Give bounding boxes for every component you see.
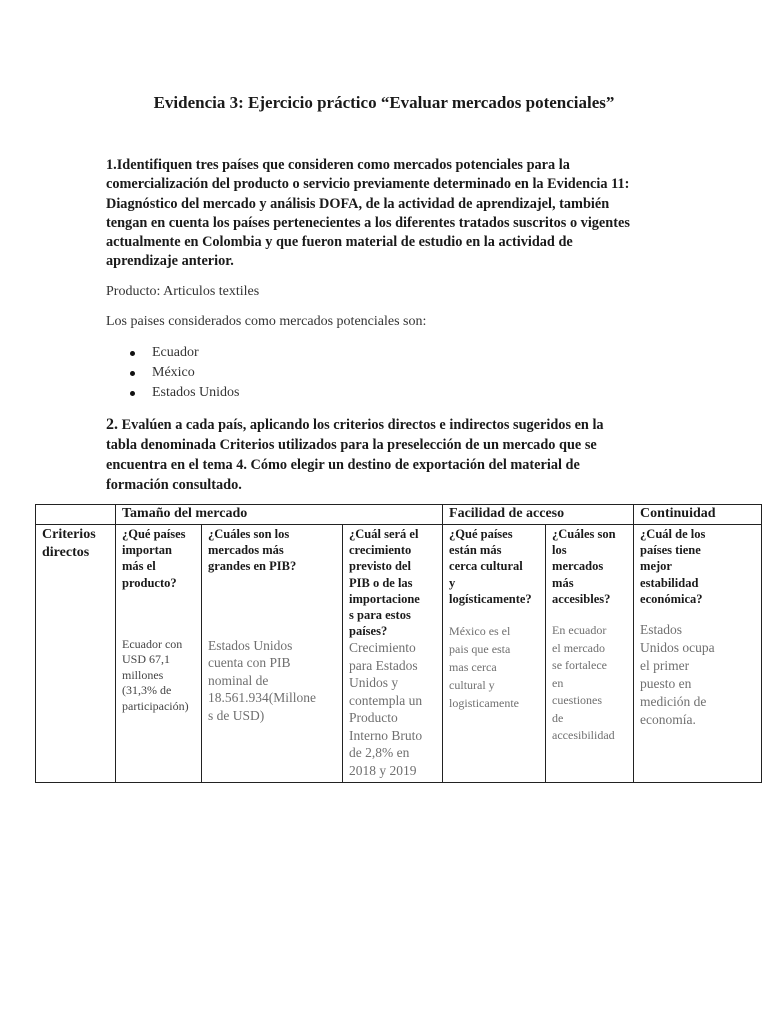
header-market-size: Tamaño del mercado bbox=[116, 505, 443, 525]
cell-question bbox=[552, 526, 628, 607]
empty-header-cell bbox=[36, 505, 116, 525]
criteria-table bbox=[35, 504, 762, 783]
country-item: Ecuador bbox=[126, 343, 240, 363]
question-line: ¿Cuál de los bbox=[640, 527, 706, 541]
question-1-line: aprendizaje anterior. bbox=[106, 253, 234, 270]
question-2-text: Evalúen a cada país, aplicando los criterios directos e indirectos sugeridos en la bbox=[118, 417, 604, 433]
row-label-cell bbox=[36, 525, 116, 783]
cell-answer bbox=[208, 637, 337, 725]
cell-question bbox=[449, 526, 540, 607]
question-line: s para estos bbox=[349, 608, 411, 623]
question-line: mercados más bbox=[208, 543, 284, 558]
question-line: estabilidad bbox=[640, 575, 699, 590]
answer-line: pais que esta bbox=[449, 642, 511, 657]
cell-growth bbox=[343, 525, 443, 783]
question-line: accesibles? bbox=[552, 591, 611, 606]
cell-answer bbox=[449, 622, 540, 712]
countries-list bbox=[126, 343, 240, 403]
question-line: importan bbox=[122, 543, 172, 558]
cell-stability bbox=[634, 525, 762, 783]
question-1-line: Diagnóstico del mercado y análisis DOFA, de la actividad de aprendizajel, también bbox=[106, 195, 610, 212]
answer-line: Unidos y bbox=[349, 675, 399, 691]
question-line: ¿Qué países bbox=[449, 527, 513, 541]
answer-line: Crecimiento bbox=[349, 640, 416, 656]
question-1-line: actualmente en Colombia y que fueron material de estudio en la actividad de bbox=[106, 234, 573, 251]
answer-line: México es el bbox=[449, 624, 511, 639]
header-continuity: Continuidad bbox=[634, 505, 762, 525]
question-line: ¿Qué países bbox=[122, 527, 186, 541]
answer-line: para Estados bbox=[349, 657, 418, 673]
answer-line: accesibilidad bbox=[552, 728, 615, 743]
answer-line: mas cerca bbox=[449, 660, 497, 675]
question-line: económica? bbox=[640, 591, 703, 606]
answer-line: en bbox=[552, 675, 564, 690]
answer-line: En ecuador bbox=[552, 623, 607, 638]
answer-line: 2018 y 2019 bbox=[349, 762, 417, 778]
question-line: cerca cultural bbox=[449, 559, 523, 574]
question-2-line: encuentra en el tema 4. Cómo elegir un destino de exportación del material de bbox=[106, 457, 580, 473]
answer-line: s de USD) bbox=[208, 707, 265, 723]
cell-question bbox=[122, 526, 196, 591]
cell-question bbox=[640, 526, 756, 607]
question-line: previsto del bbox=[349, 559, 411, 574]
row-label-line: Criterios bbox=[42, 527, 96, 542]
answer-line: USD 67,1 bbox=[122, 652, 171, 667]
document-title: Evidencia 3: Ejercicio práctico “Evaluar mercados potenciales” bbox=[153, 93, 615, 112]
cell-imports bbox=[116, 525, 202, 783]
question-line: mercados bbox=[552, 559, 604, 574]
question-2 bbox=[106, 415, 646, 495]
answer-line: participación) bbox=[122, 698, 189, 713]
question-line: ¿Cuáles son bbox=[552, 527, 616, 541]
question-2-line: formación consultado. bbox=[106, 477, 242, 493]
question-line: países tiene bbox=[640, 543, 701, 558]
question-line: logísticamente? bbox=[449, 591, 532, 606]
question-line: países? bbox=[349, 624, 388, 639]
cell-answer bbox=[122, 637, 196, 715]
cell-gdp bbox=[202, 525, 343, 783]
question-line: más bbox=[552, 575, 574, 590]
question-line: ¿Cuál será el bbox=[349, 527, 419, 541]
answer-line: Interno Bruto bbox=[349, 727, 423, 743]
question-line: más el bbox=[122, 559, 156, 574]
criteria-header-row bbox=[36, 505, 762, 525]
answer-line: economía. bbox=[640, 712, 696, 728]
question-1-line: comercialización del producto o servicio previamente determinado en la Evidencia 11: bbox=[106, 176, 630, 193]
cell-accessible bbox=[546, 525, 634, 783]
answer-line: Estados bbox=[640, 622, 683, 638]
answer-line: cultural y bbox=[449, 678, 495, 693]
cell-question bbox=[349, 526, 437, 639]
question-line: importacione bbox=[349, 591, 420, 606]
answer-line: Producto bbox=[349, 710, 398, 726]
answer-line: el primer bbox=[640, 658, 690, 674]
question-line: mejor bbox=[640, 559, 672, 574]
answer-line: cuenta con PIB bbox=[208, 655, 291, 671]
answer-line: Unidos ocupa bbox=[640, 640, 715, 656]
header-access: Facilidad de acceso bbox=[443, 505, 634, 525]
row-label-line: directos bbox=[42, 545, 90, 560]
answer-line: medición de bbox=[640, 694, 707, 710]
cell-answer bbox=[640, 621, 756, 729]
answer-line: puesto en bbox=[640, 676, 692, 692]
cell-question bbox=[208, 526, 337, 575]
answer-line: se fortalece bbox=[552, 658, 607, 673]
answer-line: logisticamente bbox=[449, 696, 520, 711]
answer-line: de bbox=[552, 710, 564, 725]
question-2-number: 2. bbox=[106, 416, 118, 433]
criteria-row bbox=[36, 525, 762, 783]
question-2-line: tabla denominada Criterios utilizados para la preselección de un mercado que se bbox=[106, 437, 597, 453]
question-line: grandes en PIB? bbox=[208, 559, 297, 574]
answer-line: Estados Unidos bbox=[208, 637, 293, 653]
country-item: Estados Unidos bbox=[126, 383, 240, 403]
cell-answer bbox=[349, 639, 437, 779]
question-line: crecimiento bbox=[349, 543, 412, 558]
answer-line: de 2,8% en bbox=[349, 745, 410, 761]
question-line: y bbox=[449, 575, 456, 590]
question-2-line bbox=[106, 415, 646, 435]
answer-line: cuestiones bbox=[552, 693, 603, 708]
question-1 bbox=[106, 156, 646, 272]
answer-line: Ecuador con bbox=[122, 636, 183, 651]
answer-line: contempla un bbox=[349, 692, 423, 708]
answer-line: nominal de bbox=[208, 672, 269, 688]
question-1-line: 1.Identifiquen tres países que consideren como mercados potenciales para la bbox=[106, 157, 570, 173]
question-line: los bbox=[552, 543, 567, 558]
question-1-line: tengan en cuenta los países pertenecientes a los diferentes tratados suscritos o vigentes bbox=[106, 214, 630, 231]
answer-line: millones bbox=[122, 667, 164, 682]
answer-line: el mercado bbox=[552, 640, 605, 655]
question-line: están más bbox=[449, 543, 502, 558]
answer-line: (31,3% de bbox=[122, 683, 172, 698]
product-line: Producto: Articulos textiles bbox=[106, 284, 260, 299]
question-line: PIB o de las bbox=[349, 575, 413, 590]
question-line: ¿Cuáles son los bbox=[208, 527, 290, 541]
question-line: producto? bbox=[122, 575, 177, 590]
countries-intro: Los paises considerados como mercados potenciales son: bbox=[106, 314, 427, 329]
cell-cultural bbox=[443, 525, 546, 783]
answer-line: 18.561.934(Millone bbox=[208, 690, 316, 706]
cell-answer bbox=[552, 622, 628, 745]
country-item: México bbox=[126, 363, 240, 383]
